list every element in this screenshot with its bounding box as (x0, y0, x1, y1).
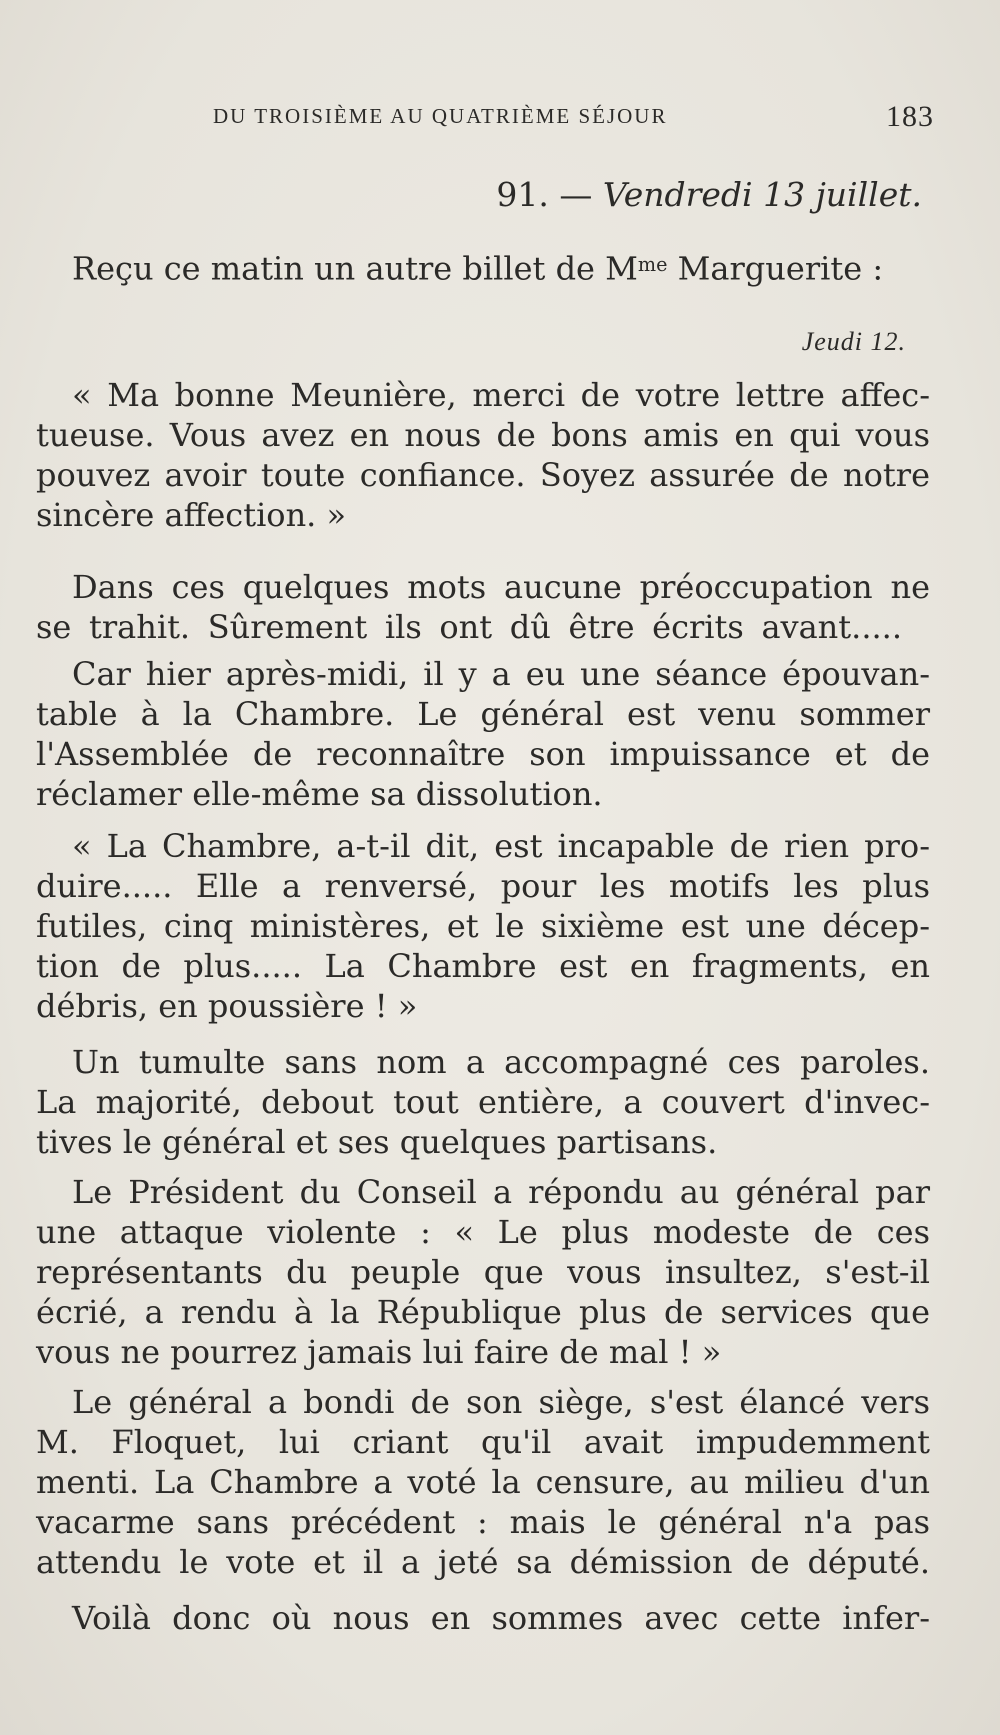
text-line: pouvez avoir toute confiance. Soyez assurée de notre (36, 456, 930, 494)
text-line: menti. La Chambre a voté la censure, au milieu d'un (36, 1463, 930, 1501)
text-line: l'Assemblée de reconnaître son impuissance et de (36, 735, 930, 773)
text-line: attendu le vote et il a jeté sa démission de député. (36, 1543, 930, 1581)
text-line: La majorité, debout tout entière, a couvert d'invec- (36, 1083, 930, 1121)
text-line: tueuse. Vous avez en nous de bons amis en qui vous (36, 416, 930, 454)
text-line: Dans ces quelques mots aucune préoccupation ne (72, 568, 930, 606)
text-line: « Ma bonne Meunière, merci de votre lettre affec- (72, 376, 930, 414)
text-line: réclamer elle-même sa dissolution. (36, 775, 603, 813)
text-line: tives le général et ses quelques partisans. (36, 1123, 718, 1161)
entry-number: 91. — (496, 175, 593, 214)
entry-date: Vendredi 13 juillet. (602, 175, 922, 214)
text-line: table à la Chambre. Le général est venu sommer (36, 695, 930, 733)
text-line: vous ne pourrez jamais lui faire de mal ! » (36, 1333, 722, 1371)
letter-dateline: Jeudi 12. (801, 327, 906, 356)
text-line: vacarme sans précédent : mais le général n'a pas (36, 1503, 930, 1541)
page-number: 183 (886, 100, 934, 133)
text-line: représentants du peuple que vous insultez, s'est-il (36, 1253, 930, 1291)
text-line: futiles, cinq ministères, et le sixième est une décep- (36, 907, 930, 945)
running-head (60, 100, 940, 138)
text-line: M. Floquet, lui criant qu'il avait impudemment (36, 1423, 930, 1461)
intro-superscript: me (637, 253, 668, 276)
text-line: Le général a bondi de son siège, s'est élancé vers (72, 1383, 930, 1421)
text-line: Un tumulte sans nom a accompagné ces paroles. (72, 1043, 930, 1081)
text-line: débris, en poussière ! » (36, 987, 418, 1025)
text-line: duire..... Elle a renversé, pour les motifs les plus (36, 867, 930, 905)
text-line: écrié, a rendu à la République plus de services que (36, 1293, 930, 1331)
intro-text: Reçu ce matin un autre billet de M (72, 249, 638, 288)
text-line: une attaque violente : « Le plus modeste de ces (36, 1213, 930, 1251)
text-line: « La Chambre, a-t-il dit, est incapable de rien pro- (72, 827, 930, 865)
running-title: DU TROISIÈME AU QUATRIÈME SÉJOUR (213, 104, 668, 128)
text-line: Le Président du Conseil a répondu au général par (72, 1173, 930, 1211)
text-line: tion de plus..... La Chambre est en fragments, en (36, 947, 930, 985)
entry-heading (496, 175, 922, 214)
text-line: Voilà donc où nous en sommes avec cette infer- (72, 1599, 930, 1637)
text-line: sincère affection. » (36, 496, 347, 534)
text-line: se trahit. Sûrement ils ont dû être écrits avant..... (36, 608, 902, 646)
intro-text-end: Marguerite : (667, 249, 884, 288)
text-line: Car hier après-midi, il y a eu une séance épouvan- (72, 655, 930, 693)
